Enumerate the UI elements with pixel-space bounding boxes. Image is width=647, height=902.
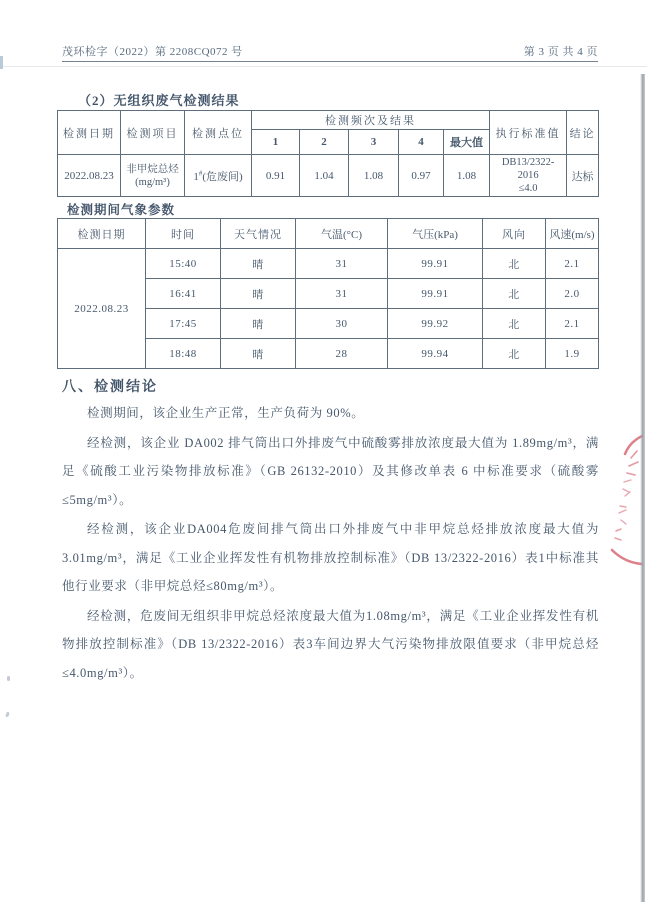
col-header-freq-1: 1 — [252, 130, 300, 155]
cell-item — [121, 155, 185, 197]
cell-w-winddir: 北 — [483, 339, 546, 369]
cell-value-max: 1.08 — [444, 155, 490, 197]
cell-w-windspeed: 2.0 — [546, 279, 599, 309]
cell-w-temp: 31 — [296, 279, 388, 309]
col-header-conclusion: 结论 — [567, 111, 599, 155]
cell-value-3: 1.08 — [349, 155, 399, 197]
cell-w-windspeed: 1.9 — [546, 339, 599, 369]
weather-table-caption: 检测期间气象参数 — [67, 203, 176, 217]
cell-w-time: 16:41 — [146, 279, 221, 309]
col-header-freq-3: 3 — [349, 130, 399, 155]
cell-w-temp: 30 — [296, 309, 388, 339]
weather-header-row — [58, 219, 599, 249]
col-header-item: 检测项目 — [121, 111, 185, 155]
weather-row — [58, 249, 599, 279]
cell-w-temp: 31 — [296, 249, 388, 279]
cell-value-2: 1.04 — [300, 155, 349, 197]
scan-speck — [5, 712, 10, 718]
cell-w-time: 17:45 — [146, 309, 221, 339]
col-header-w-time: 时间 — [146, 219, 221, 249]
conclusion-paragraph-2: 经检测，该企业 DA002 排气筒出口外排废气中硫酸雾排放浓度最大值为 1.89mg/m³，满足《硫酸工业污染物排放标准》（GB 26132-2010）及其修改单表 6 中标准要求（硫酸雾≤5mg/m³）。 — [62, 435, 599, 507]
cell-w-time: 15:40 — [146, 249, 221, 279]
weather-parameters-table — [57, 218, 599, 369]
col-header-w-condition: 天气情况 — [221, 219, 296, 249]
conclusion-paragraph-4: 经检测，危废间无组织非甲烷总烃浓度最大值为1.08mg/m³，满足《工业企业挥发性有机物排放控制标准》（DB 13/2322-2016）表3车间边界大气污染物排放限值要求（非甲烷总烃≤4.0mg/m³）。 — [62, 608, 599, 680]
cell-point — [185, 155, 252, 197]
col-header-w-temp: 气温(°C) — [296, 219, 388, 249]
scan-page-edge — [640, 74, 645, 902]
col-header-standard: 执行标准值 — [490, 111, 567, 155]
cell-standard — [490, 155, 567, 197]
cell-w-winddir: 北 — [483, 279, 546, 309]
cell-w-temp: 28 — [296, 339, 388, 369]
page-header — [62, 44, 598, 62]
page-number: 第 3 页 共 4 页 — [523, 46, 598, 58]
cell-w-pressure: 99.91 — [388, 249, 483, 279]
red-seal-fragment — [604, 432, 644, 570]
cell-point-name: (危废间) — [202, 170, 243, 183]
cell-item-unit: (mg/m³) — [135, 176, 170, 188]
col-header-date: 检测日期 — [58, 111, 121, 155]
document-number: 茂环检字（2022）第 2208CQ072 号 — [62, 46, 243, 58]
cell-w-pressure: 99.94 — [388, 339, 483, 369]
cell-point-num: 1 — [193, 170, 199, 183]
col-header-w-winddir: 风向 — [483, 219, 546, 249]
scan-left-mark — [0, 56, 3, 69]
col-header-freq-4: 4 — [399, 130, 444, 155]
col-header-w-date: 检测日期 — [58, 219, 146, 249]
cell-w-condition: 晴 — [221, 309, 296, 339]
cell-item-name: 非甲烷总烃 — [126, 163, 179, 175]
cell-w-condition: 晴 — [221, 249, 296, 279]
col-header-w-windspeed: 风速(m/s) — [546, 219, 599, 249]
conclusion-body — [62, 399, 599, 688]
col-header-w-pressure: 气压(kPa) — [388, 219, 483, 249]
cell-w-pressure: 99.92 — [388, 309, 483, 339]
fugitive-gas-result-table — [57, 110, 599, 197]
cell-date: 2022.08.23 — [58, 155, 121, 197]
cell-w-time: 18:48 — [146, 339, 221, 369]
col-header-frequency-group: 检测频次及结果 — [252, 111, 490, 130]
section-title-fugitive-gas: （2）无组织废气检测结果 — [78, 93, 240, 108]
cell-w-winddir: 北 — [483, 249, 546, 279]
conclusion-title: 八、检测结论 — [62, 380, 158, 395]
cell-w-date: 2022.08.23 — [58, 249, 146, 369]
cell-w-condition: 晴 — [221, 339, 296, 369]
scan-speck — [7, 676, 10, 681]
cell-w-windspeed: 2.1 — [546, 249, 599, 279]
cell-point-sup: # — [198, 168, 203, 177]
col-header-freq-2: 2 — [300, 130, 349, 155]
col-header-point: 检测点位 — [185, 111, 252, 155]
conclusion-paragraph-3: 经检测，该企业DA004危废间排气筒出口外排废气中非甲烷总烃排放浓度最大值为3.01mg/m³，满足《工业企业挥发性有机物排放控制标准》（DB 13/2322-2016）表1中标准其他行业要求（非甲烷总烃≤80mg/m³）。 — [62, 522, 599, 593]
cell-standard-code: DB13/2322-2016 — [501, 157, 555, 181]
cell-w-condition: 晴 — [221, 279, 296, 309]
cell-w-windspeed: 2.1 — [546, 309, 599, 339]
cell-conclusion: 达标 — [567, 155, 599, 197]
scan-edge-line — [0, 66, 647, 67]
table-row — [58, 155, 599, 197]
cell-value-1: 0.91 — [252, 155, 300, 197]
cell-w-pressure: 99.91 — [388, 279, 483, 309]
table-header-row — [58, 111, 599, 130]
col-header-freq-max: 最大值 — [444, 130, 490, 155]
cell-standard-limit: ≤4.0 — [518, 183, 538, 194]
conclusion-paragraph-1: 检测期间，该企业生产正常，生产负荷为 90%。 — [87, 406, 365, 420]
cell-w-winddir: 北 — [483, 309, 546, 339]
cell-value-4: 0.97 — [399, 155, 444, 197]
